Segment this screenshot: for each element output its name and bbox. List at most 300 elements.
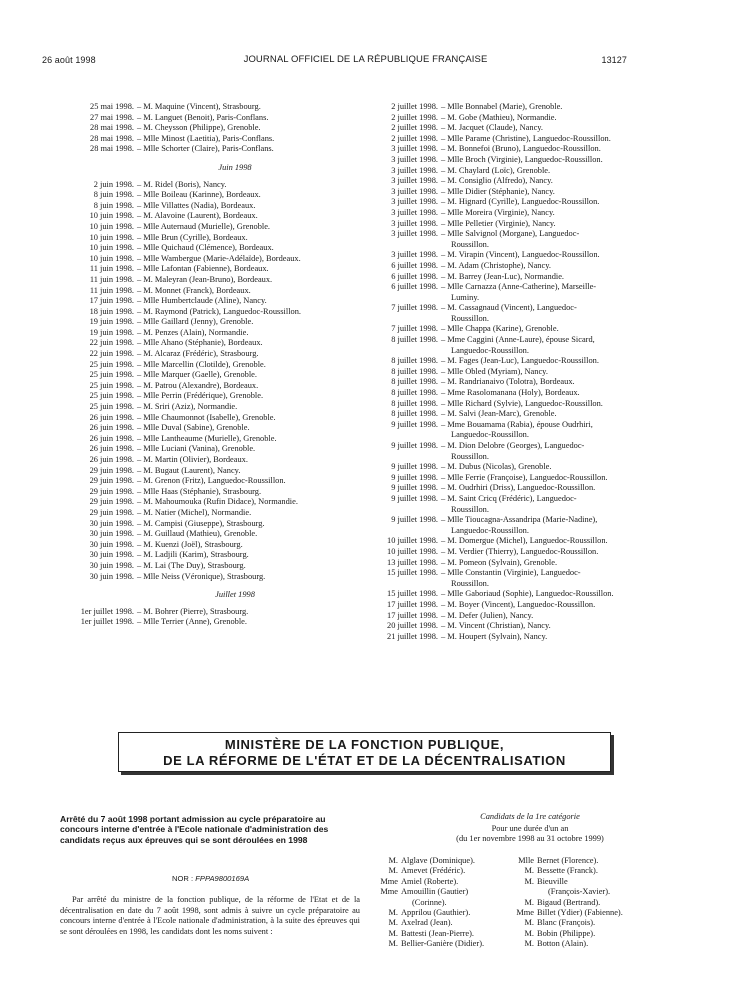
list-item [60, 617, 340, 628]
entry-date: 3 juillet 1998. [391, 144, 438, 154]
entry-date: 15 juillet 1998. [387, 568, 438, 578]
list-item [364, 250, 664, 261]
entry-name [137, 243, 340, 254]
entry-name-text: – M. Kuenzi (Joël), Strasbourg. [137, 539, 243, 549]
list-item [60, 338, 340, 349]
entry-date: 9 juillet 1998. [391, 515, 438, 525]
entry-name-text: – Mlle Quichaud (Clémence), Bordeaux. [137, 243, 274, 253]
entry-name-text: – Mlle Parame (Christine), Languedoc-Roussillon. [441, 133, 611, 143]
entry-date: 2 juillet 1998. [391, 133, 438, 143]
list-item [364, 473, 664, 484]
may-entries [60, 102, 340, 155]
entry-date: 7 juillet 1998. [391, 324, 438, 334]
entry-name-continuation: Roussillon. [451, 239, 489, 249]
list-item [364, 303, 664, 324]
list-item [364, 367, 664, 378]
candidates-period: (du 1er novembre 1998 au 31 octobre 1999) [456, 834, 604, 844]
candidate-title: M. [388, 856, 398, 865]
entry-name-continuation: Languedoc-Roussillon. [451, 525, 529, 535]
entry-name [137, 275, 340, 286]
entry-name-text: – Mlle Schorter (Claire), Paris-Conflans. [137, 144, 274, 154]
list-item [60, 370, 340, 381]
list-item [60, 190, 340, 201]
entry-name [137, 572, 340, 583]
entry-name-text: – Mlle Villattes (Nadia), Bordeaux. [137, 200, 256, 210]
entry-date: 17 juillet 1998. [387, 599, 438, 609]
entry-name [441, 377, 664, 388]
list-item [364, 494, 664, 515]
entry-date: 3 juillet 1998. [391, 207, 438, 217]
candidate-title: M. [388, 939, 398, 949]
entry-name [137, 180, 340, 191]
entry-date: 21 juillet 1998. [387, 631, 438, 641]
right-column [364, 102, 664, 642]
entry-name [137, 144, 340, 155]
entry-name-text: – M. Campisi (Giuseppe), Strasbourg. [137, 518, 265, 528]
list-item [60, 144, 340, 155]
header-page-number: 13127 [601, 55, 627, 65]
entry-date: 3 juillet 1998. [391, 154, 438, 164]
entry-name-text: – Mlle Wambergue (Marie-Adélaïde), Bordeaux. [137, 253, 301, 263]
entry-date: 10 juillet 1998. [387, 546, 438, 556]
entry-name-text: – Mlle Marquer (Gaelle), Grenoble. [137, 370, 257, 380]
entry-name-text: – Mlle Perrin (Frédérique), Grenoble. [137, 391, 264, 401]
entry-name [137, 550, 340, 561]
entry-name-text: – M. Adam (Christophe), Nancy. [441, 260, 551, 270]
list-item [364, 483, 664, 494]
candidates-list-2 [512, 856, 662, 950]
list-item [364, 399, 664, 410]
list-item [60, 434, 340, 445]
entry-name [137, 328, 340, 339]
candidate-item [512, 898, 662, 908]
candidate-item [512, 866, 662, 876]
list-item [60, 211, 340, 222]
list-item [364, 335, 664, 356]
entry-date: 22 juin 1998. [89, 338, 134, 348]
list-item [60, 134, 340, 145]
list-item [364, 208, 664, 219]
candidate-name: Billet (Ydier) (Fabienne). [537, 908, 623, 918]
entry-name-text: – Mlle Duval (Sabine), Grenoble. [137, 423, 250, 433]
candidate-title: Mme [380, 887, 398, 897]
list-item [364, 197, 664, 208]
list-item [364, 219, 664, 230]
list-item [60, 275, 340, 286]
list-item [364, 409, 664, 420]
entry-name [137, 338, 340, 349]
candidate-title: Mme [516, 908, 534, 918]
candidate-name-continuation: (François-Xavier). [548, 887, 611, 897]
entry-name-text: – Mlle Luciani (Vanina), Grenoble. [137, 444, 256, 454]
list-item [364, 621, 664, 632]
entry-name [441, 494, 664, 515]
entry-date: 10 juin 1998. [89, 221, 134, 231]
list-item [364, 176, 664, 187]
entry-name-text: – M. Maquine (Vincent), Strasbourg. [137, 102, 261, 111]
entry-name [137, 529, 340, 540]
list-item [60, 102, 340, 113]
entry-name-text: – M. Ridel (Boris), Nancy. [137, 179, 227, 189]
entry-name [441, 113, 664, 124]
list-item [60, 233, 340, 244]
entry-name-text: – M. Saint Cricq (Frédéric), Languedoc- [441, 493, 577, 503]
candidate-name: Amouillin (Gautier) [401, 887, 469, 897]
list-item [364, 144, 664, 155]
candidates-subheading [380, 824, 680, 845]
entry-name [441, 589, 664, 600]
entry-date: 6 juillet 1998. [391, 282, 438, 292]
list-item [60, 360, 340, 371]
entry-name [441, 367, 664, 378]
entry-name [441, 632, 664, 643]
header-journal-title: JOURNAL OFFICIEL DE LA RÉPUBLIQUE FRANÇAISE [243, 54, 488, 65]
entry-date: 10 juin 1998. [89, 211, 134, 221]
candidate-item [376, 929, 516, 939]
entry-name [441, 197, 664, 208]
entry-date: 17 juin 1998. [89, 296, 134, 306]
list-item [60, 466, 340, 477]
entry-name [441, 483, 664, 494]
entry-name [137, 134, 340, 145]
entry-name [137, 402, 340, 413]
ministry-line-1: MINISTÈRE DE LA FONCTION PUBLIQUE, [224, 737, 505, 752]
entry-name-text: – Mlle Ahano (Stéphanie), Bordeaux. [137, 338, 263, 348]
entry-date: 29 juin 1998. [89, 486, 134, 496]
arrete-title: Arrêté du 7 août 1998 portant admission au cycle préparatoire au concours interne d'entrée à l'Ecole nationale d'administration des candidats reçus aux épreuves qui se sont déroulées en 1998 [60, 814, 329, 845]
entry-date: 25 juin 1998. [89, 359, 134, 369]
entry-date: 8 juillet 1998. [391, 366, 438, 376]
list-item [60, 201, 340, 212]
entry-date: 17 juillet 1998. [387, 610, 438, 620]
entry-date: 3 juillet 1998. [391, 176, 438, 186]
candidates-list-1 [376, 856, 516, 950]
entry-name [137, 413, 340, 424]
list-item [364, 272, 664, 283]
list-item [364, 187, 664, 198]
candidate-name: Bernet (Florence). [537, 856, 599, 865]
entry-name [137, 233, 340, 244]
candidate-title: Mlle [518, 856, 534, 865]
entry-date: 26 juin 1998. [89, 455, 134, 464]
candidate-item [512, 877, 662, 887]
entry-name-text: – M. Bugaut (Laurent), Nancy. [137, 465, 241, 475]
entry-date: 22 juin 1998. [89, 349, 134, 359]
entry-name [441, 600, 664, 611]
entry-name-text: – Mlle Chaumonnot (Isabelle), Grenoble. [137, 412, 276, 422]
list-item [60, 497, 340, 508]
list-item [60, 381, 340, 392]
entry-date: 25 mai 1998. [90, 102, 134, 111]
list-item [364, 589, 664, 600]
entry-name-text: – M. Jacquet (Claude), Nancy. [441, 123, 544, 133]
entry-date: 28 mai 1998. [90, 123, 134, 133]
entry-name-text: – M. Penzes (Alain), Normandie. [137, 327, 249, 337]
list-item [60, 328, 340, 339]
list-item [364, 282, 664, 303]
entry-date: 20 juillet 1998. [387, 621, 438, 631]
entry-date: 27 mai 1998. [90, 112, 134, 122]
candidate-title: M. [388, 866, 398, 876]
entry-name-text: – M. Pomeon (Sylvain), Grenoble. [441, 557, 558, 567]
entry-name [441, 536, 664, 547]
entry-date: 2 juin 1998. [93, 179, 134, 189]
entry-date: 26 juin 1998. [89, 444, 134, 454]
list-item [60, 444, 340, 455]
entry-date: 11 juin 1998. [89, 285, 134, 295]
entry-name-text: – M. Alcaraz (Frédéric), Strasbourg. [137, 349, 259, 359]
candidate-title: M. [524, 939, 534, 949]
entry-name [441, 621, 664, 632]
candidate-item [512, 908, 662, 918]
entry-date: 11 juin 1998. [89, 274, 134, 284]
entry-name [441, 515, 664, 536]
list-item [60, 254, 340, 265]
candidate-name: Axelrad (Jean). [401, 918, 453, 928]
entry-name-text: – Mlle Didier (Stéphanie), Nancy. [441, 186, 555, 196]
entry-date: 3 juillet 1998. [391, 250, 438, 260]
entry-date: 30 juin 1998. [89, 539, 134, 549]
list-item [364, 558, 664, 569]
list-item [364, 123, 664, 134]
july-entries [60, 607, 340, 628]
entry-date: 19 juin 1998. [89, 317, 134, 327]
entry-name [441, 303, 664, 324]
list-item [364, 166, 664, 177]
list-item [364, 515, 664, 536]
candidates-duration: Pour une durée d'un an [491, 824, 569, 833]
entry-name-text: – M. Domergue (Michel), Languedoc-Roussillon. [441, 536, 608, 546]
entry-name [441, 250, 664, 261]
entry-date: 3 juillet 1998. [391, 186, 438, 196]
entry-date: 25 juin 1998. [89, 391, 134, 401]
list-item [60, 529, 340, 540]
candidate-item [376, 877, 516, 887]
entry-name [441, 123, 664, 134]
entry-date: 30 juin 1998. [89, 550, 134, 560]
list-item [364, 441, 664, 462]
entry-name-text: – Mlle Marcellin (Clotilde), Grenoble. [137, 359, 266, 369]
candidate-name: Bieuville [537, 876, 568, 886]
entry-name-text: – M. Oudrhiri (Driss), Languedoc-Roussillon. [441, 483, 596, 493]
list-item [60, 455, 340, 466]
entry-name [137, 455, 340, 466]
entry-name [441, 568, 664, 589]
entry-name [441, 462, 664, 473]
entry-name-text: – M. Barrey (Jean-Luc), Normandie. [441, 271, 565, 281]
entry-name [137, 561, 340, 572]
entry-name-text: – M. Raymond (Patrick), Languedoc-Roussillon. [137, 306, 301, 316]
entry-name [137, 540, 340, 551]
entry-name [441, 558, 664, 569]
list-item [364, 134, 664, 145]
candidate-item [512, 939, 662, 949]
entry-name-text: – Mlle Terrier (Anne), Grenoble. [137, 617, 247, 627]
entry-name-text: – M. Natier (Michel), Normandie. [137, 507, 252, 517]
ministry-line-2: DE LA RÉFORME DE L'ÉTAT ET DE LA DÉCENTRALISATION [163, 753, 566, 768]
list-item [60, 519, 340, 530]
list-item [364, 462, 664, 473]
entry-date: 25 juin 1998. [89, 380, 134, 390]
entry-name-text: – M. Cassagnaud (Vincent), Languedoc- [441, 303, 577, 313]
entry-date: 7 juillet 1998. [391, 303, 438, 313]
entry-name-text: – M. Patrou (Alexandre), Bordeaux. [137, 380, 259, 390]
entry-name-text: – Mlle Ferrie (Françoise), Languedoc-Roussillon. [441, 472, 608, 482]
entry-name [441, 611, 664, 622]
candidate-item [376, 866, 516, 876]
entry-name-text: – Mme Caggini (Anne-Laure), épouse Sicard, [441, 335, 595, 345]
entry-date: 1er juillet 1998. [80, 617, 134, 627]
entry-name-text: – M. Lai (The Duy), Strasbourg. [137, 560, 246, 570]
june-heading: Juin 1998 [218, 162, 252, 172]
entry-name [137, 123, 340, 134]
entry-name [137, 307, 340, 318]
list-item [364, 261, 664, 272]
entry-date: 2 juillet 1998. [391, 102, 438, 111]
nor-value: FPPA9800169A [195, 874, 250, 883]
entry-name-text: – M. Cheysson (Philippe), Grenoble. [137, 123, 261, 133]
entry-name [137, 508, 340, 519]
ministry-banner [118, 732, 611, 772]
list-item [364, 155, 664, 166]
list-item [364, 547, 664, 558]
entry-date: 9 juillet 1998. [391, 493, 438, 503]
entry-name [441, 335, 664, 356]
candidate-name: Botton (Alain). [537, 939, 589, 949]
entry-date: 29 juin 1998. [89, 507, 134, 517]
list-item [60, 540, 340, 551]
entry-date: 10 juin 1998. [89, 253, 134, 263]
list-item [364, 377, 664, 388]
candidate-name: Alglave (Dominique). [401, 856, 475, 865]
candidate-title: M. [388, 918, 398, 928]
list-item [60, 607, 340, 618]
entry-date: 1er juillet 1998. [80, 606, 134, 616]
entry-name [441, 409, 664, 420]
june-entries [60, 180, 340, 583]
entry-name [441, 187, 664, 198]
entry-date: 29 juin 1998. [89, 476, 134, 486]
entry-date: 13 juillet 1998. [387, 557, 438, 567]
entry-name [441, 547, 664, 558]
list-item [364, 324, 664, 335]
list-item [60, 349, 340, 360]
list-item [60, 476, 340, 487]
entry-name-text: – Mlle Minost (Laetitia), Paris-Conflans. [137, 133, 275, 143]
entry-name-text: – Mlle Pelletier (Virginie), Nancy. [441, 218, 556, 228]
entry-date: 6 juillet 1998. [391, 271, 438, 281]
entry-name-text: – M. Bohrer (Pierre), Strasbourg. [137, 606, 249, 616]
entry-name-text: – Mlle Gaillard (Jenny), Grenoble. [137, 317, 254, 327]
entry-name-text: – M. Virapin (Vincent), Languedoc-Roussillon. [441, 250, 600, 260]
entry-name-continuation: Roussillon. [451, 313, 489, 323]
entry-date: 2 juillet 1998. [391, 123, 438, 133]
candidate-item [376, 887, 516, 897]
entry-date: 28 mai 1998. [90, 144, 134, 154]
entry-name-text: – M. Houpert (Sylvain), Nancy. [441, 631, 548, 641]
entry-name-text: – Mlle Richard (Sylvie), Languedoc-Roussillon. [441, 398, 603, 408]
candidate-item [376, 856, 516, 866]
list-item [364, 420, 664, 441]
entry-name [441, 356, 664, 367]
entry-name-text: – Mlle Lantheaume (Murielle), Grenoble. [137, 433, 277, 443]
entry-date: 10 juillet 1998. [387, 536, 438, 546]
entry-name-text: – M. Verdier (Thierry), Languedoc-Roussillon. [441, 546, 599, 556]
entry-name-text: – M. Fages (Jean-Luc), Languedoc-Roussillon. [441, 356, 599, 366]
entry-name [441, 399, 664, 410]
entry-name-text: – Mlle Moreira (Virginie), Nancy. [441, 207, 555, 217]
candidate-item [512, 918, 662, 928]
list-item [364, 611, 664, 622]
july-entries-continued [364, 102, 664, 642]
list-item [60, 561, 340, 572]
entry-name [137, 254, 340, 265]
entry-name [137, 317, 340, 328]
list-item [60, 180, 340, 191]
july-heading: Juillet 1998 [215, 590, 255, 600]
entry-date: 9 juillet 1998. [391, 441, 438, 450]
entry-name-text: – Mme Rasolomanana (Holy), Bordeaux. [441, 388, 580, 398]
entry-name-text: – Mlle Brun (Cyrille), Bordeaux. [137, 232, 248, 242]
entry-date: 3 juillet 1998. [391, 218, 438, 228]
candidate-title: M. [388, 928, 398, 938]
candidate-name: Blanc (François). [537, 918, 596, 928]
entry-name-text: – M. Bonnefoi (Bruno), Languedoc-Roussillon. [441, 144, 601, 154]
entry-name [137, 391, 340, 402]
list-item [60, 307, 340, 318]
entry-name [441, 282, 664, 303]
list-item [60, 286, 340, 297]
list-item [60, 413, 340, 424]
entry-name [137, 497, 340, 508]
entry-name-text: – Mlle Humbertclaude (Aline), Nancy. [137, 296, 267, 306]
candidate-item [376, 908, 516, 918]
entry-name [137, 444, 340, 455]
entry-name [137, 381, 340, 392]
candidate-item [512, 929, 662, 939]
candidate-name: Bellier-Ganière (Didier). [401, 939, 485, 949]
entry-date: 26 juin 1998. [89, 433, 134, 443]
entry-name-text: – Mlle Constantin (Virginie), Languedoc- [441, 568, 581, 578]
entry-date: 8 juillet 1998. [391, 398, 438, 408]
list-item [60, 264, 340, 275]
list-item [60, 423, 340, 434]
entry-date: 3 juillet 1998. [391, 165, 438, 175]
entry-date: 9 juillet 1998. [391, 483, 438, 493]
entry-name [441, 208, 664, 219]
list-item [364, 568, 664, 589]
entry-name-text: – Mlle Tioucagna-Assandripa (Marie-Nadine), [441, 515, 598, 525]
entry-name-continuation: Languedoc-Roussillon. [451, 345, 529, 355]
entry-name [137, 113, 340, 124]
entry-name [137, 423, 340, 434]
list-item [364, 356, 664, 367]
entry-name [441, 219, 664, 230]
candidate-name-continuation: (Corinne). [412, 897, 447, 907]
candidate-name: Bessette (Franck). [537, 866, 598, 876]
list-item [60, 222, 340, 233]
candidate-name: Battesti (Jean-Pierre). [401, 928, 475, 938]
candidate-name: Apprilou (Gauthier). [401, 908, 471, 918]
entry-date: 10 juin 1998. [89, 232, 134, 242]
entry-date: 8 juillet 1998. [391, 388, 438, 398]
entry-date: 6 juillet 1998. [391, 260, 438, 270]
list-item [60, 317, 340, 328]
entry-name [137, 476, 340, 487]
entry-name [441, 144, 664, 155]
entry-name [137, 264, 340, 275]
entry-name [137, 190, 340, 201]
